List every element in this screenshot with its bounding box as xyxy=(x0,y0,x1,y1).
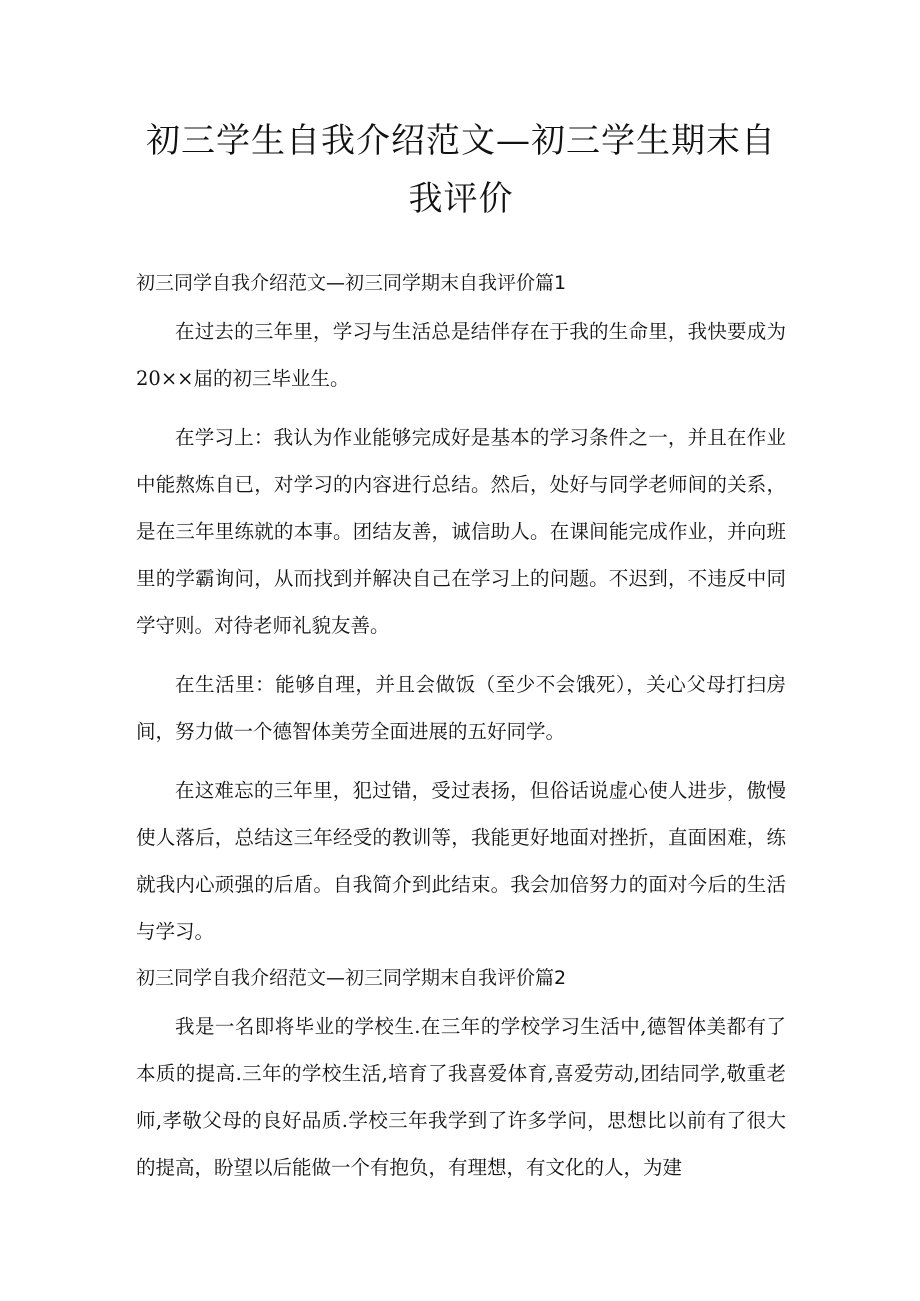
section-heading-1: 初三同学自我介绍范文—初三同学期末自我评价篇1 xyxy=(136,272,567,294)
section-heading-2: 初三同学自我介绍范文—初三同学期末自我评价篇2 xyxy=(136,967,567,989)
paragraph: 在学习上：我认为作业能够完成好是基本的学习条件之一，并且在作业中能熬炼自已，对学习的内容进行总结。然后，处好与同学老师间的关系，是在三年里练就的本事。团结友善，诚信助人。在课间能完成作业，并向班里的学霸询问，从而找到并解决自己在学习上的问题。不迟到，不违反中同学守则。对待老师礼貌友善。 xyxy=(136,426,786,637)
paragraph: 在过去的三年里，学习与生活总是结伴存在于我的生命里，我快要成为20××届的初三毕业生。 xyxy=(136,320,786,390)
paragraph: 在这难忘的三年里，犯过错，受过表扬，但俗话说虚心使人进步，傲慢使人落后，总结这三年经受的教训等，我能更好地面对挫折，直面困难，练就我内心顽强的后盾。自我简介到此结束。我会加倍努力的面对今后的生活与学习。 xyxy=(136,779,786,943)
paragraph: 我是一名即将毕业的学校生.在三年的学校学习生活中,德智体美都有了本质的提高.三年的学校生活,培育了我喜爱体育,喜爱劳动,团结同学,敬重老师,孝敬父母的良好品质.学校三年我学到了许多学问，思想比以前有了很大的提高，盼望以后能做一个有抱负，有理想，有文化的人，为建 xyxy=(136,1015,786,1179)
paragraph: 在生活里：能够自理，并且会做饭（至少不会饿死），关心父母打扫房间，努力做一个德智体美劳全面进展的五好同学。 xyxy=(136,673,786,743)
page-title: 初三学生自我介绍范文—初三学生期末自我评价 xyxy=(146,121,776,219)
